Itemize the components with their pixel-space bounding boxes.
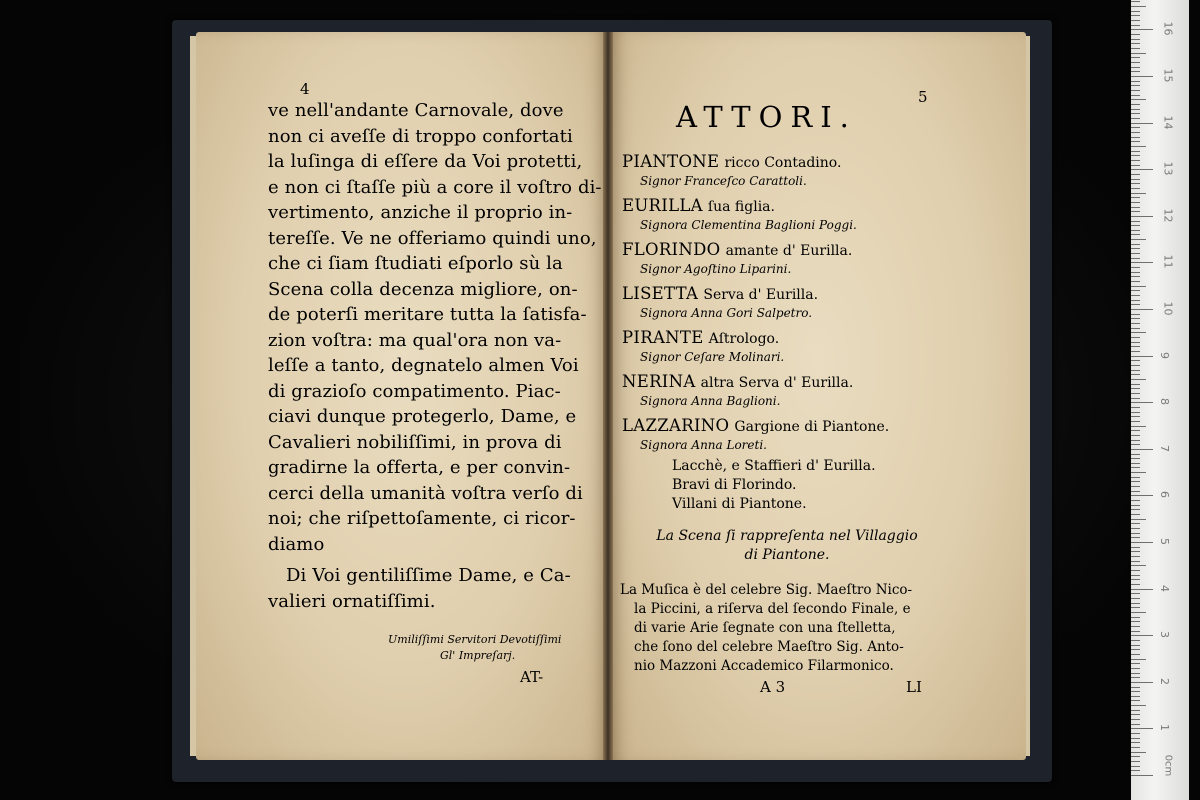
ruler-tick xyxy=(1131,477,1140,478)
ruler-tick xyxy=(1131,62,1140,63)
scene-note xyxy=(632,527,942,565)
text-line: e non ci ſtaſſe più a core il voſtro di- xyxy=(268,176,602,198)
ruler-tick xyxy=(1131,542,1153,543)
text-line: la luſinga di eſſere da Voi protetti, xyxy=(268,151,583,172)
ruler-number: 2 xyxy=(1158,677,1171,685)
role-description: ricco Contadino. xyxy=(724,155,842,171)
ruler-tick xyxy=(1131,756,1140,757)
signature-line: Umiliſſimi Servitori Devotiſſimi xyxy=(388,633,562,646)
ruler-tick xyxy=(1131,533,1140,534)
text-line: gradirne la offerta, e per convin- xyxy=(268,457,571,478)
ruler-tick xyxy=(1131,645,1140,646)
ruler-number: 15 xyxy=(1161,68,1175,83)
role-name: FLORINDO xyxy=(622,240,721,259)
ruler-number: 14 xyxy=(1161,115,1175,130)
ruler-tick xyxy=(1131,337,1140,338)
ruler-tick xyxy=(1131,43,1140,44)
ruler-tick xyxy=(1131,528,1140,529)
ruler-number: 6 xyxy=(1158,491,1171,499)
actor-name: Signora Anna Gori Salpetro. xyxy=(640,306,813,320)
ruler-tick xyxy=(1131,356,1153,357)
ruler-tick xyxy=(1131,412,1140,413)
ruler-tick xyxy=(1131,141,1140,142)
ruler-tick xyxy=(1131,537,1140,538)
ruler-tick xyxy=(1131,113,1140,114)
cast-list xyxy=(622,152,1002,460)
ruler-tick xyxy=(1131,197,1140,198)
ruler-tick xyxy=(1131,747,1140,748)
role-name: EURILLA xyxy=(622,196,703,215)
measuring-ruler xyxy=(1131,0,1189,800)
ruler-tick xyxy=(1131,104,1140,105)
extras-line: Bravi di Florindo. xyxy=(672,477,797,493)
ruler-tick xyxy=(1131,239,1146,240)
ruler-tick xyxy=(1131,286,1146,287)
impresari-signature xyxy=(388,632,561,664)
ruler-tick xyxy=(1131,300,1140,301)
ruler-tick xyxy=(1131,561,1140,562)
ruler-tick xyxy=(1131,495,1153,496)
ruler-tick xyxy=(1131,318,1140,319)
role-description: ſua figlia. xyxy=(707,199,775,215)
ruler-tick xyxy=(1131,388,1140,389)
ruler-tick xyxy=(1131,523,1140,524)
ruler-tick xyxy=(1131,593,1140,594)
ruler-tick xyxy=(1131,649,1140,650)
ruler-tick xyxy=(1131,640,1140,641)
closing-line: Di Voi gentiliſſime Dame, e Ca- xyxy=(286,565,571,586)
ruler-tick xyxy=(1131,551,1140,552)
ruler-tick xyxy=(1131,491,1140,492)
right-page-number: 5 xyxy=(918,88,928,106)
role-name: LISETTA xyxy=(622,284,699,303)
extras-line: Lacchè, e Staffieri d' Eurilla. xyxy=(672,458,876,474)
ruler-tick xyxy=(1131,281,1140,282)
ruler-tick xyxy=(1131,20,1140,21)
ruler-tick xyxy=(1131,225,1140,226)
text-line: non ci aveſſe di troppo confortati xyxy=(268,125,573,147)
text-line: ve nell'andante Carnovale, dove xyxy=(268,100,564,121)
ruler-tick xyxy=(1131,733,1140,734)
ruler-tick xyxy=(1131,174,1140,175)
ruler-tick xyxy=(1131,379,1146,380)
ruler-tick xyxy=(1131,481,1140,482)
role-name: PIRANTE xyxy=(622,328,704,347)
ruler-tick xyxy=(1131,584,1140,585)
actor-name: Signora Clementina Baglioni Poggi. xyxy=(640,218,857,232)
left-page-number: 4 xyxy=(300,80,310,98)
music-line: che ſono del celebre Maeſtro Sig. Anto- xyxy=(634,639,904,655)
ruler-tick xyxy=(1131,631,1140,632)
ruler-tick xyxy=(1131,509,1140,510)
text-line: diamo xyxy=(268,533,325,555)
music-line: La Muſica è del celebre Sig. Maeſtro Nico- xyxy=(620,582,913,598)
ruler-tick xyxy=(1131,519,1146,520)
ruler-tick xyxy=(1131,304,1140,305)
ruler-tick xyxy=(1131,346,1140,347)
ruler-tick xyxy=(1131,659,1146,660)
role-description: altra Serva d' Eurilla. xyxy=(700,375,854,391)
ruler-tick xyxy=(1131,370,1140,371)
extras-line: Villani di Piantone. xyxy=(672,496,807,512)
role-name: PIANTONE xyxy=(622,152,720,171)
ruler-tick xyxy=(1131,710,1140,711)
ruler-tick xyxy=(1131,276,1140,277)
actor-name: Signora Anna Loreti. xyxy=(640,438,767,452)
ruler-tick xyxy=(1131,365,1140,366)
ruler-tick xyxy=(1131,253,1140,254)
ruler-tick xyxy=(1131,463,1140,464)
ruler-tick xyxy=(1131,449,1153,450)
role-description: Gargione di Piantone. xyxy=(734,419,890,435)
ruler-tick xyxy=(1131,668,1140,669)
role-description: amante d' Eurilla. xyxy=(725,243,853,259)
ruler-tick xyxy=(1131,770,1140,771)
ruler-tick xyxy=(1131,90,1140,91)
ruler-tick xyxy=(1131,169,1153,170)
ruler-tick xyxy=(1131,123,1153,124)
ruler-unit-label: 0cm xyxy=(1162,754,1174,777)
scene-line: di Piantone. xyxy=(744,547,830,563)
cast-entry xyxy=(622,152,1002,190)
ruler-tick xyxy=(1131,1,1140,2)
ruler-tick xyxy=(1131,57,1140,58)
ruler-tick xyxy=(1131,183,1140,184)
cast-entry xyxy=(622,328,1002,366)
ruler-tick xyxy=(1131,151,1140,152)
scene-line: La Scena ſi rappreſenta nel Villaggio xyxy=(656,528,918,544)
ruler-tick xyxy=(1131,700,1140,701)
music-line: la Piccini, a riſerva del ſecondo Finale, e xyxy=(634,601,911,617)
ruler-number: 13 xyxy=(1161,161,1175,176)
ruler-tick xyxy=(1131,398,1140,399)
ruler-tick xyxy=(1131,598,1140,599)
ruler-tick xyxy=(1131,435,1140,436)
ruler-tick xyxy=(1131,486,1140,487)
ruler-tick xyxy=(1131,714,1140,715)
ruler-tick xyxy=(1131,6,1146,7)
ruler-tick xyxy=(1131,53,1146,54)
ruler-tick xyxy=(1131,416,1140,417)
ruler-tick xyxy=(1131,426,1146,427)
ruler-tick xyxy=(1131,234,1140,235)
ruler-tick xyxy=(1131,738,1140,739)
cast-entry xyxy=(622,240,1002,278)
ruler-tick xyxy=(1131,67,1140,68)
book-gutter xyxy=(603,32,613,760)
ruler-number: 9 xyxy=(1158,351,1171,359)
ruler-tick xyxy=(1131,99,1146,100)
ruler-tick xyxy=(1131,673,1140,674)
ruler-tick xyxy=(1131,309,1153,310)
role-name: LAZZARINO xyxy=(622,416,730,435)
ruler-tick xyxy=(1131,15,1140,16)
ruler-tick xyxy=(1131,71,1140,72)
ruler-tick xyxy=(1131,626,1140,627)
ruler-tick xyxy=(1131,677,1140,678)
ruler-tick xyxy=(1131,25,1140,26)
actor-name: Signor Agoſtino Liparini. xyxy=(640,262,792,276)
text-line: Cavalieri nobiliſſimi, in prova di xyxy=(268,431,562,453)
text-line: de poterſi meritare tutta la ſatisfa- xyxy=(268,304,587,325)
ruler-tick xyxy=(1131,262,1153,263)
ruler-tick xyxy=(1131,34,1140,35)
ruler-tick xyxy=(1131,193,1146,194)
right-catchword: LI xyxy=(906,678,922,696)
ruler-tick xyxy=(1131,127,1140,128)
ruler-tick xyxy=(1131,39,1140,40)
ruler-tick xyxy=(1131,384,1140,385)
ruler-tick xyxy=(1131,444,1140,445)
ruler-tick xyxy=(1131,332,1146,333)
closing-salutation xyxy=(268,563,588,614)
ruler-number: 16 xyxy=(1161,21,1175,36)
ruler-tick xyxy=(1131,421,1140,422)
text-line: tereſſe. Ve ne offeriamo quindi uno, xyxy=(268,227,597,249)
left-catchword: AT- xyxy=(520,668,544,686)
ruler-tick xyxy=(1131,663,1140,664)
ruler-tick xyxy=(1131,290,1140,291)
ruler-tick xyxy=(1131,323,1140,324)
ruler-tick xyxy=(1131,48,1140,49)
ruler-tick xyxy=(1131,374,1140,375)
ruler-tick xyxy=(1131,575,1140,576)
ruler-tick xyxy=(1131,272,1140,273)
extras-list xyxy=(672,457,876,514)
actor-name: Signora Anna Baglioni. xyxy=(640,394,781,408)
ruler-tick xyxy=(1131,458,1140,459)
ruler-tick xyxy=(1131,85,1140,86)
ruler-tick xyxy=(1131,342,1140,343)
ruler-tick xyxy=(1131,696,1140,697)
ruler-tick xyxy=(1131,467,1140,468)
ruler-tick xyxy=(1131,407,1140,408)
signature-line: Gl' Impreſarj. xyxy=(440,649,516,662)
ruler-number: 1 xyxy=(1158,724,1171,732)
ruler-tick xyxy=(1131,612,1146,613)
ruler-tick xyxy=(1131,132,1140,133)
ruler-tick xyxy=(1131,393,1140,394)
ruler-tick xyxy=(1131,775,1153,776)
ruler-tick xyxy=(1131,705,1146,706)
ruler-tick xyxy=(1131,179,1140,180)
ruler-tick xyxy=(1131,146,1146,147)
ruler-tick xyxy=(1131,556,1140,557)
ruler-number: 11 xyxy=(1161,254,1175,269)
ruler-tick xyxy=(1131,76,1153,77)
ruler-tick xyxy=(1131,137,1140,138)
ruler-tick xyxy=(1131,565,1146,566)
role-description: Aſtrologo. xyxy=(708,331,780,347)
text-line: zion voſtra: ma qual'ora non va- xyxy=(268,329,562,351)
ruler-tick xyxy=(1131,95,1140,96)
ruler-number: 10 xyxy=(1161,301,1175,316)
ruler-number: 8 xyxy=(1158,398,1171,406)
text-line: noi; che riſpettoſamente, ci ricor- xyxy=(268,508,576,529)
actor-name: Signor Franceſco Carattoli. xyxy=(640,174,807,188)
text-line: di grazioſo compatimento. Piac- xyxy=(268,380,561,402)
text-line: leſſe a tanto, degnatelo almen Voi xyxy=(268,355,579,376)
ruler-tick xyxy=(1131,267,1140,268)
ruler-tick xyxy=(1131,579,1140,580)
music-line: nio Mazzoni Accademico Filarmonico. xyxy=(634,658,894,674)
ruler-tick xyxy=(1131,360,1140,361)
dedication-text xyxy=(268,98,602,614)
ruler-tick xyxy=(1131,244,1140,245)
ruler-tick xyxy=(1131,682,1153,683)
text-line: ciavi dunque protegerlo, Dame, e xyxy=(268,406,577,427)
ruler-tick xyxy=(1131,547,1140,548)
ruler-tick xyxy=(1131,654,1140,655)
closing-line: valieri ornatiſſimi. xyxy=(268,590,436,612)
text-line: cerci della umanità voſtra verſo di xyxy=(268,482,583,504)
role-name: NERINA xyxy=(622,372,696,391)
ruler-tick xyxy=(1131,155,1140,156)
ruler-tick xyxy=(1131,165,1140,166)
ruler-tick xyxy=(1131,752,1146,753)
ruler-number: 5 xyxy=(1158,538,1171,545)
ruler-tick xyxy=(1131,621,1140,622)
ruler-tick xyxy=(1131,207,1140,208)
ruler-tick xyxy=(1131,351,1140,352)
ruler-number: 3 xyxy=(1158,631,1171,639)
ruler-tick xyxy=(1131,230,1140,231)
cast-entry xyxy=(622,372,1002,410)
ruler-tick xyxy=(1131,202,1140,203)
ruler-tick xyxy=(1131,617,1140,618)
signature-mark: A 3 xyxy=(760,678,786,696)
ruler-tick xyxy=(1131,603,1140,604)
text-line: Scena colla decenza migliore, on- xyxy=(268,278,578,300)
ruler-tick xyxy=(1131,211,1140,212)
ruler-tick xyxy=(1131,314,1140,315)
ruler-tick xyxy=(1131,761,1140,762)
ruler-tick xyxy=(1131,472,1146,473)
ruler-tick xyxy=(1131,728,1153,729)
ruler-number: 4 xyxy=(1158,584,1171,592)
ruler-tick xyxy=(1131,570,1140,571)
ruler-tick xyxy=(1131,589,1153,590)
cast-title: ATTORI. xyxy=(676,100,857,134)
ruler-tick xyxy=(1131,766,1140,767)
actor-name: Signor Ceſare Molinari. xyxy=(640,350,785,364)
ruler-tick xyxy=(1131,454,1140,455)
ruler-tick xyxy=(1131,440,1140,441)
ruler-tick xyxy=(1131,11,1140,12)
ruler-tick xyxy=(1131,221,1140,222)
music-line: di varie Arie ſegnate con una ſtelletta, xyxy=(634,620,896,636)
ruler-tick xyxy=(1131,248,1140,249)
ruler-tick xyxy=(1131,29,1153,30)
ruler-tick xyxy=(1131,691,1140,692)
cast-entry xyxy=(622,196,1002,234)
cast-entry xyxy=(622,284,1002,322)
text-line: vertimento, anziche il proprio in- xyxy=(268,202,573,223)
ruler-tick xyxy=(1131,724,1140,725)
role-description: Serva d' Eurilla. xyxy=(703,287,819,303)
ruler-tick xyxy=(1131,719,1140,720)
ruler-tick xyxy=(1131,81,1140,82)
ruler-tick xyxy=(1131,607,1140,608)
ruler-number: 12 xyxy=(1161,208,1175,223)
ruler-tick xyxy=(1131,742,1140,743)
ruler-tick xyxy=(1131,514,1140,515)
ruler-tick xyxy=(1131,687,1140,688)
music-credit xyxy=(620,581,912,676)
ruler-tick xyxy=(1131,118,1140,119)
ruler-tick xyxy=(1131,258,1140,259)
cast-entry xyxy=(622,416,1002,454)
ruler-tick xyxy=(1131,635,1153,636)
ruler-tick xyxy=(1131,328,1140,329)
ruler-tick xyxy=(1131,295,1140,296)
ruler-tick xyxy=(1131,160,1140,161)
ruler-tick xyxy=(1131,188,1140,189)
ruler-tick xyxy=(1131,402,1153,403)
ruler-tick xyxy=(1131,109,1140,110)
ruler-tick xyxy=(1131,500,1140,501)
text-line: che ci ſiam ſtudiati eſporlo sù la xyxy=(268,253,563,274)
ruler-tick xyxy=(1131,216,1153,217)
ruler-tick xyxy=(1131,505,1140,506)
ruler-tick xyxy=(1131,430,1140,431)
ruler-number: 7 xyxy=(1158,444,1171,452)
